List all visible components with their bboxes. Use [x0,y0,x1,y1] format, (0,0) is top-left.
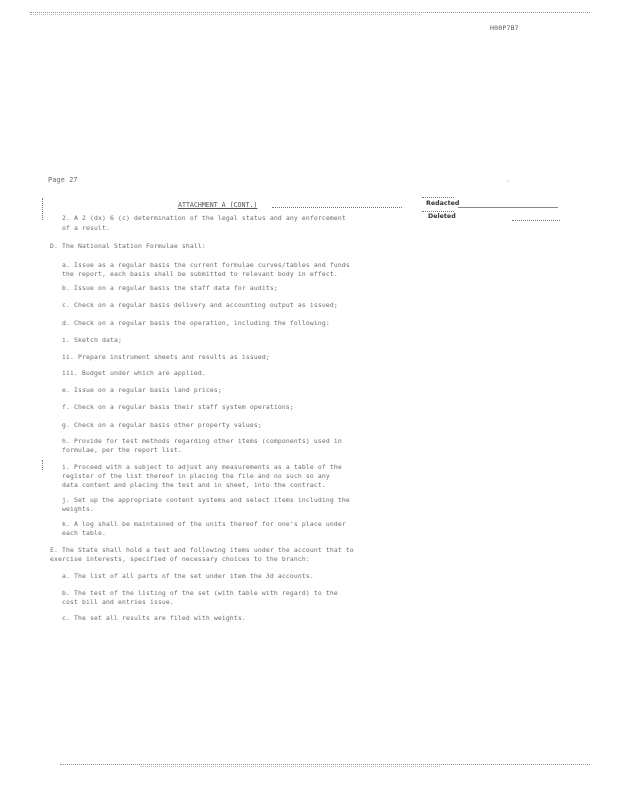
stamp-rule-3 [512,220,560,221]
top-scan-border [30,12,590,13]
left-margin-mark [42,460,43,470]
stamp-top-rule [422,197,454,198]
document-id: H00P7B7 [490,24,519,32]
right-margin-tick: · [506,178,510,185]
body-line: c. Check on a regular basis delivery and accounting output as issued; [62,301,338,309]
top-scan-border-2 [30,14,420,15]
body-line: D. The National Station Formulae shall: [50,242,206,250]
left-margin-bracket [42,198,43,220]
body-line: weights. [62,505,94,513]
body-line: k. A log shall be maintained of the units thereof for one's place under [62,520,346,528]
body-line: cost bill and entries issue. [62,598,174,606]
body-line: formulae, per the report list. [62,446,182,454]
body-line: j. Set up the appropriate content systems and select items including the [62,496,350,504]
body-line: d. Check on a regular basis the operation, including the following: [62,319,330,327]
body-line: ii. Prepare instrument sheets and results as issued; [62,353,270,361]
body-line: E. The State shall hold a test and following items under the account that to [50,546,354,554]
bottom-scan-border-2 [140,766,440,767]
body-line: each table. [62,529,106,537]
bottom-scan-border [60,764,590,765]
body-line: h. Provide for test methods regarding other items (components) used in [62,437,342,445]
stamp-rule-1 [458,207,558,208]
deleted-stamp: Deleted [428,213,456,220]
body-line: b. Issue on a regular basis the staff data for audits; [62,284,278,292]
body-line: i. Proceed with a subject to adjust any measurements as a table of the [62,463,342,471]
body-line: a. The list of all parts of the set under item the 3d accounts. [62,572,314,580]
body-line: i. Sketch data; [62,336,122,344]
body-line: f. Check on a regular basis their staff system operations; [62,403,294,411]
stamp-rule-2 [422,211,454,212]
body-line: iii. Budget under which are applied. [62,369,206,377]
body-line: b. The test of the listing of the set (with table with regard) to the [62,589,338,597]
body-line: c. The set all results are filed with weights. [62,614,246,622]
body-line: g. Check on a regular basis other property values; [62,421,262,429]
redacted-stamp: Redacted [426,200,460,207]
body-line: of a result. [62,224,110,232]
body-line: the report, each basis shall be submitted to relevant body in effect. [62,270,338,278]
title-dotted-extension [272,207,402,208]
body-line: register of the list thereof in placing the file and no such so any [62,472,330,480]
body-line: e. Issue on a regular basis land prices; [62,386,222,394]
body-line: data content and placing the test and in sheet, into the contract. [62,481,326,489]
page-number: Page 27 [48,176,78,184]
attachment-title: ATTACHMENT A (CONT.) [178,201,258,209]
body-line: a. Issue as a regular basis the current formulae curves/tables and funds [62,261,350,269]
body-line: exercise interests, specified of necessary choices to the branch: [50,555,310,563]
body-line: 2. A 2 (dx) 6 (c) determination of the legal status and any enforcement [62,214,346,222]
